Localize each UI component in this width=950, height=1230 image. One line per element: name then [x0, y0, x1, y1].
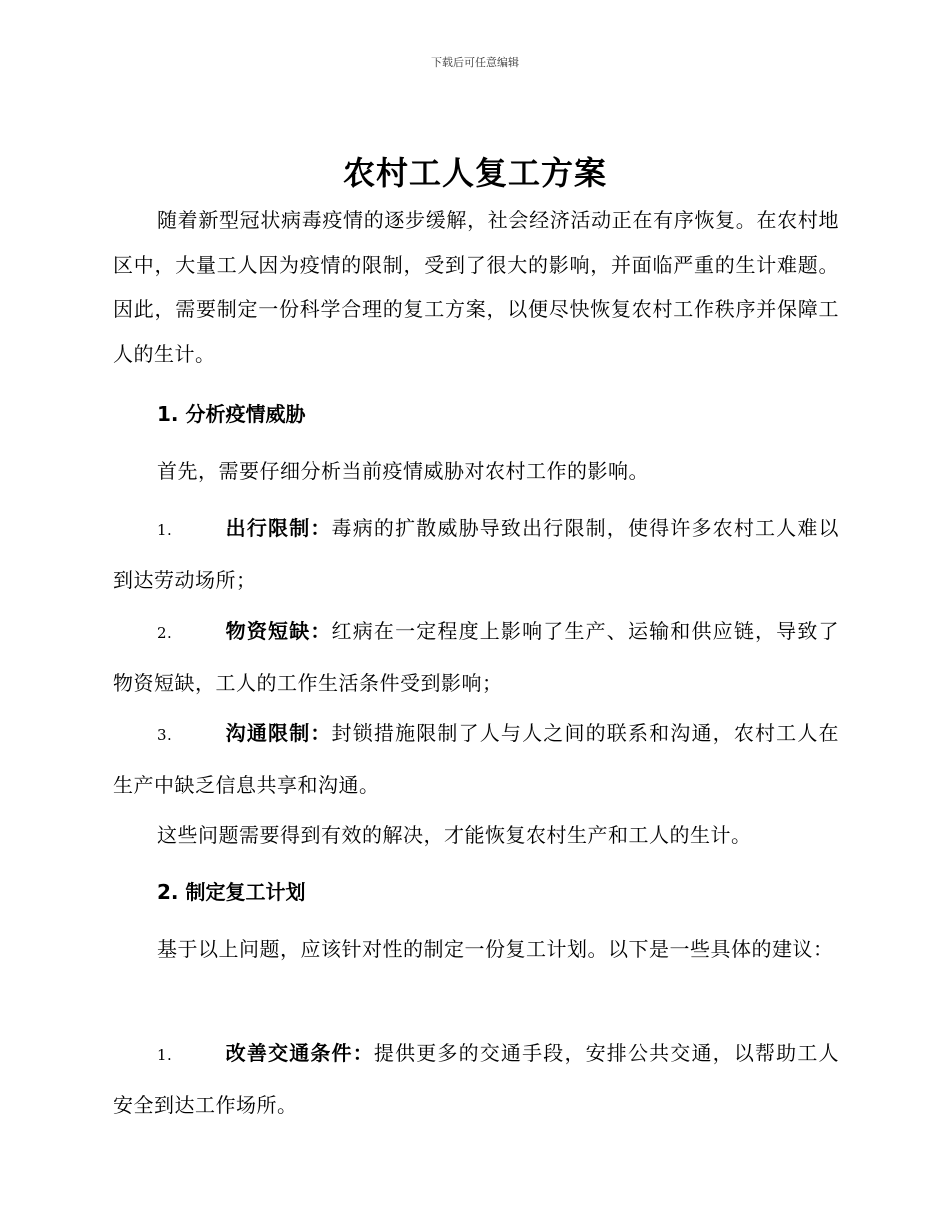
list-term: 物资短缺：: [225, 619, 332, 643]
list-text: 封锁措施限制了人与人之间的联系和沟通，农村工人在生产中缺乏信息共享和沟通。: [113, 721, 840, 797]
list-number: 1.: [157, 521, 173, 539]
list-text: 红病在一定程度上影响了生产、运输和供应链，导致了物资短缺，工人的工作生活条件受到影响；: [113, 619, 840, 695]
list-number: 2.: [157, 624, 173, 642]
section-heading-1: 1. 分析疫情威胁: [157, 402, 306, 426]
list-item: [113, 1028, 839, 1130]
section1-lead: 首先，需要仔细分析当前疫情威胁对农村工作的影响。: [157, 459, 649, 483]
document-title: 农村工人复工方案: [342, 154, 607, 192]
list-text: 提供更多的交通手段，安排公共交通，以帮助工人安全到达工作场所。: [113, 1041, 840, 1117]
list-number: 1.: [157, 1046, 173, 1064]
section2-lead: 基于以上问题，应该针对性的制定一份复工计划。以下是一些具体的建议：: [157, 937, 834, 961]
header-note: 下载后可任意编辑: [431, 56, 519, 69]
intro-paragraph: 随着新型冠状病毒疫情的逐步缓解，社会经济活动正在有序恢复。在农村地区中，大量工人因为疫情的限制，受到了很大的影响，并面临严重的生计难题。因此，需要制定一份科学合理的复工方案，以便尽快恢复农村工作秩序并保障工人的生计。: [113, 208, 839, 366]
section1-closing: 这些问题需要得到有效的解决，才能恢复农村生产和工人的生计。: [157, 823, 752, 847]
list-item: [113, 503, 839, 605]
section-heading-2: 2. 制定复工计划: [157, 880, 306, 904]
list-term: 出行限制：: [225, 516, 332, 540]
list-number: 3.: [157, 726, 173, 744]
list-text: 毒病的扩散威胁导致出行限制，使得许多农村工人难以到达劳动场所；: [113, 516, 840, 592]
list-term: 沟通限制：: [225, 721, 332, 745]
list-item: [113, 708, 839, 810]
list-term: 改善交通条件：: [225, 1041, 374, 1065]
list-item: [113, 606, 839, 708]
